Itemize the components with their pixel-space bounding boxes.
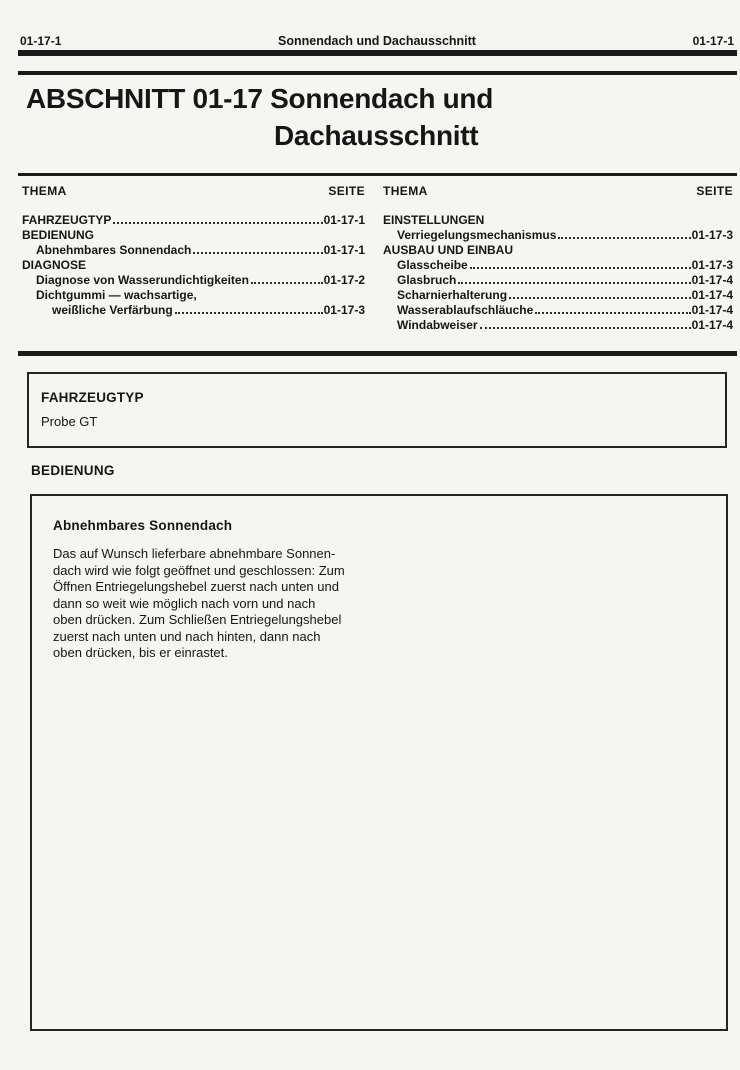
toc-entry-label: Scharnierhalterung: [397, 288, 508, 302]
toc-thema-header: THEMA: [22, 184, 67, 198]
paragraph-line: dach wird wie folgt geöffnet und geschlossen: Zum: [53, 562, 345, 578]
title-divider: [18, 173, 737, 176]
toc-entry: [22, 243, 365, 258]
header-right-code: 01-17-1: [692, 34, 734, 48]
toc-entry-label: Diagnose von Wasserundichtigkeiten: [36, 273, 249, 287]
paragraph-line: zuerst nach unten und nach hinten, dann nach: [53, 628, 321, 644]
toc-bottom-divider: [18, 351, 737, 356]
toc-entry-label: Dichtgummi — wachsartige,: [36, 288, 197, 302]
toc-entry-label: Glasscheibe: [397, 258, 468, 272]
sunroof-operation-box: [30, 494, 728, 1031]
header-divider-thick: [18, 50, 737, 56]
toc-entry: [383, 213, 733, 228]
toc-leader-dots: [470, 267, 691, 269]
toc-entry: [22, 273, 365, 288]
toc-entry-label: Wasserablaufschläuche: [397, 303, 534, 317]
toc-entry-label: AUSBAU UND EINBAU: [383, 243, 514, 257]
toc-entry-page: 01-17-1: [323, 213, 365, 227]
toc-entry: [383, 303, 733, 318]
toc-leader-dots: [175, 312, 323, 314]
section-title-line1: ABSCHNITT 01-17 Sonnendach und: [26, 83, 494, 114]
toc-entry-label: DIAGNOSE: [22, 258, 87, 272]
toc-left-column: [22, 184, 365, 318]
toc-entry-label: Glasbruch: [397, 273, 457, 287]
section-title: [26, 80, 493, 154]
toc-right-column: [383, 184, 733, 333]
vehicle-type-box: [27, 372, 727, 448]
running-header: [20, 34, 734, 48]
toc-entry: [383, 228, 733, 243]
toc-entry-page: 01-17-4: [691, 288, 733, 302]
paragraph-line: oben drücken. Zum Schließen Entriegelungshebel: [53, 612, 342, 627]
toc-entry-label: Windabweiser: [397, 318, 478, 332]
vehicle-type-heading: FAHRZEUGTYP: [41, 390, 144, 405]
toc-entry-page: 01-17-3: [691, 228, 733, 242]
toc-entry-label: FAHRZEUGTYP: [22, 213, 112, 227]
section-title-line2: Dachausschnitt: [274, 120, 479, 151]
paragraph-line: dann so weit wie möglich nach vorn und nach: [53, 595, 316, 611]
toc-entry-label: Abnehmbares Sonnendach: [36, 243, 192, 257]
toc-entry-label: EINSTELLUNGEN: [383, 213, 485, 227]
toc-left-header: [22, 184, 365, 198]
toc-entry: [22, 228, 365, 243]
toc-leader-dots: [480, 327, 691, 329]
toc-entry-page: 01-17-4: [691, 303, 733, 317]
toc-leader-dots: [193, 252, 322, 254]
toc-leader-dots: [509, 297, 691, 299]
toc-entry-page: 01-17-3: [691, 258, 733, 272]
toc-leader-dots: [458, 282, 690, 284]
header-left-code: 01-17-1: [20, 34, 62, 48]
toc-entry: [383, 288, 733, 303]
paragraph-line: Das auf Wunsch lieferbare abnehmbare Sonnen-: [53, 546, 336, 561]
toc-entry: [383, 243, 733, 258]
toc-seite-header: SEITE: [696, 184, 733, 198]
toc-right-header: [383, 184, 733, 198]
toc-entry: [22, 288, 365, 303]
toc-entry-label: weißliche Verfärbung: [52, 303, 173, 317]
toc-entry-label: Verriegelungsmechanismus: [397, 228, 557, 242]
header-center-title: Sonnendach und Dachausschnitt: [278, 34, 476, 48]
header-divider-thin: [18, 71, 737, 75]
bedienung-section-heading: BEDIENUNG: [31, 463, 115, 478]
toc-entry-page: 01-17-4: [691, 318, 733, 332]
toc-entry-page: 01-17-1: [323, 243, 365, 257]
toc-entry: [383, 273, 733, 288]
vehicle-type-value: Probe GT: [41, 414, 98, 429]
sunroof-box-heading: Abnehmbares Sonnendach: [53, 518, 233, 533]
toc-leader-dots: [251, 282, 323, 284]
toc-entry-label: BEDIENUNG: [22, 228, 95, 242]
toc-entry: [383, 258, 733, 273]
sunroof-description-paragraph: [53, 546, 726, 662]
toc-entry: [22, 213, 365, 228]
toc-seite-header: SEITE: [328, 184, 365, 198]
toc-entry: [22, 258, 365, 273]
paragraph-line: oben drücken, bis er einrastet.: [53, 645, 228, 660]
toc-thema-header: THEMA: [383, 184, 428, 198]
toc-entry-page: 01-17-2: [323, 273, 365, 287]
toc-leader-dots: [558, 237, 690, 239]
toc-leader-dots: [113, 222, 322, 224]
toc-entry-page: 01-17-4: [691, 273, 733, 287]
toc-entry: [383, 318, 733, 333]
toc-leader-dots: [535, 312, 690, 314]
paragraph-line: Öffnen Entriegelungshebel zuerst nach unten und: [53, 579, 339, 594]
toc-entry-page: 01-17-3: [323, 303, 365, 317]
toc-entry: [22, 303, 365, 318]
